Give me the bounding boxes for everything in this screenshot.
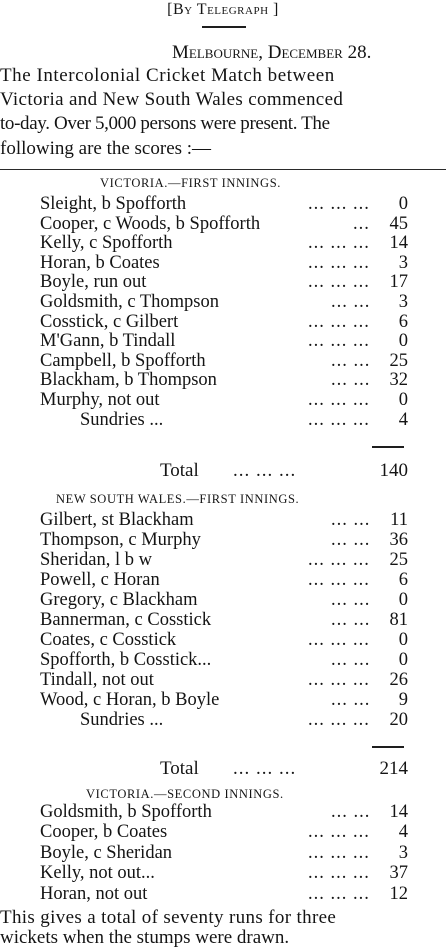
leader-dots: ... ... ... — [308, 710, 370, 730]
batsman-name: Gilbert, st Blackham — [40, 510, 194, 530]
total-value: 140 — [379, 460, 408, 481]
batsman-name: Goldsmith, c Thompson — [40, 292, 220, 312]
batsman-score: 4 — [398, 409, 408, 430]
total-value: 214 — [379, 758, 408, 779]
leader-dots: ... ... ... — [308, 883, 370, 904]
batsman-score: 45 — [389, 213, 408, 234]
batsman-score: 0 — [398, 331, 408, 352]
batsman-name: Tindall, not out — [40, 670, 154, 690]
intro-line: The Intercolonial Cricket Match between — [0, 65, 335, 86]
batsman-name: Thompson, c Murphy — [40, 530, 201, 550]
batsman-row — [0, 863, 446, 883]
batsman-name: Cooper, c Woods, b Spofforth — [40, 213, 261, 234]
sundries-label: Sundries ... — [80, 409, 164, 430]
batsman-row — [0, 510, 446, 530]
batsman-name: Boyle, c Sheridan — [40, 842, 173, 863]
leader-dots: ... ... — [331, 530, 371, 550]
batsman-row — [0, 390, 446, 410]
leader-dots: ... ... — [331, 590, 371, 610]
batsman-name: Wood, c Horan, b Boyle — [40, 690, 220, 710]
sundries-label: Sundries ... — [80, 710, 164, 730]
leader-dots: ... ... ... — [308, 670, 370, 690]
batsman-row — [0, 370, 446, 390]
batsman-row — [0, 410, 446, 430]
batsman-row — [0, 670, 446, 690]
batsman-score: 25 — [389, 350, 408, 371]
batsman-row — [0, 710, 446, 730]
batsman-row — [0, 802, 446, 822]
batsman-score: 9 — [398, 690, 408, 710]
batsman-name: Spofforth, b Cosstick... — [40, 650, 212, 670]
batsman-name: M'Gann, b Tindall — [40, 331, 176, 352]
sum-rule — [372, 746, 404, 748]
leader-dots: ... ... ... — [308, 233, 370, 254]
batsman-score: 14 — [389, 802, 408, 822]
batsman-score: 0 — [398, 590, 408, 610]
leader-dots: ... ... — [331, 370, 371, 391]
leader-dots: ... — [353, 213, 370, 234]
batsman-score: 37 — [389, 863, 408, 884]
leader-dots: ... ... ... — [308, 570, 370, 590]
batsman-score: 20 — [389, 710, 408, 730]
batsman-score: 3 — [398, 292, 408, 312]
leader-dots: ... ... ... — [308, 863, 370, 884]
leader-dots: ... ... ... — [308, 822, 370, 843]
intro-line: following are the scores :— — [0, 138, 212, 159]
leader-dots: ... ... ... — [308, 550, 370, 570]
batsman-name: Campbell, b Spofforth — [40, 350, 206, 371]
batsman-row — [0, 331, 446, 351]
batsman-row — [0, 610, 446, 630]
leader-dots: ... ... ... — [308, 630, 370, 650]
batsman-name: Kelly, c Spofforth — [40, 233, 173, 254]
batsman-row — [0, 214, 446, 234]
innings-heading: NEW SOUTH WALES.—FIRST INNINGS. — [56, 492, 300, 506]
innings-heading: VICTORIA.—SECOND INNINGS. — [86, 787, 284, 801]
batsman-name: Cooper, b Coates — [40, 822, 168, 843]
batsman-row — [0, 884, 446, 904]
dateline: Melbourne, December 28. — [172, 42, 372, 63]
batsman-row — [0, 550, 446, 570]
batsman-name: Boyle, run out — [40, 272, 147, 293]
total-dots: ... ... ... — [233, 758, 297, 779]
header-rule — [202, 26, 246, 28]
batsman-score: 6 — [398, 570, 408, 590]
batsman-name: Goldsmith, b Spofforth — [40, 802, 212, 822]
leader-dots: ... ... — [331, 350, 371, 371]
leader-dots: ... ... ... — [308, 194, 370, 214]
leader-dots: ... ... ... — [308, 272, 370, 293]
sum-rule — [372, 446, 404, 448]
batsman-row — [0, 253, 446, 273]
section-rule — [0, 169, 446, 170]
batsman-name: Horan, not out — [40, 883, 148, 904]
leader-dots: ... ... — [331, 650, 371, 670]
batsman-row — [0, 351, 446, 371]
leader-dots: ... ... — [331, 690, 371, 710]
leader-dots: ... ... — [331, 802, 371, 822]
batsman-score: 6 — [398, 311, 408, 332]
batsman-name: Powell, c Horan — [40, 570, 160, 590]
total-label: Total — [160, 758, 199, 779]
batsman-row — [0, 312, 446, 332]
closing-line: This gives a total of seventy runs for three — [0, 907, 337, 928]
batsman-score: 0 — [398, 630, 408, 650]
batsman-row — [0, 233, 446, 253]
batsman-row — [0, 590, 446, 610]
batsman-name: Sheridan, l b w — [40, 550, 153, 570]
batsman-row — [0, 194, 446, 214]
batsman-score: 12 — [389, 883, 408, 904]
telegraph-header: [By Telegraph ] — [167, 1, 279, 18]
leader-dots: ... ... ... — [308, 311, 370, 332]
batsman-row — [0, 843, 446, 863]
batsman-name: Cosstick, c Gilbert — [40, 311, 179, 332]
batsman-name: Horan, b Coates — [40, 252, 160, 273]
leader-dots: ... ... ... — [308, 252, 370, 273]
leader-dots: ... ... — [331, 292, 371, 312]
batsman-row — [0, 570, 446, 590]
batsman-row — [0, 530, 446, 550]
batsman-score: 11 — [390, 510, 408, 530]
batsman-score: 4 — [398, 822, 408, 843]
batsman-row — [0, 272, 446, 292]
intro-line: Victoria and New South Wales commenced — [0, 89, 344, 110]
batsman-row — [0, 292, 446, 312]
closing-line: wickets when the stumps were drawn. — [0, 927, 290, 948]
batsman-score: 25 — [389, 550, 408, 570]
batsman-name: Sleight, b Spofforth — [40, 194, 187, 214]
batsman-name: Coates, c Cosstick — [40, 630, 177, 650]
innings-heading: VICTORIA.—FIRST INNINGS. — [100, 176, 281, 190]
batsman-score: 0 — [398, 194, 408, 214]
batsman-name: Murphy, not out — [40, 390, 160, 410]
batsman-score: 17 — [389, 272, 408, 293]
batsman-score: 26 — [389, 670, 408, 690]
leader-dots: ... ... — [331, 510, 371, 530]
leader-dots: ... ... ... — [308, 409, 370, 430]
batsman-row — [0, 630, 446, 650]
leader-dots: ... ... — [331, 610, 371, 630]
batsman-score: 3 — [398, 842, 408, 863]
intro-line: to-day. Over 5,000 persons were present. The — [0, 113, 330, 134]
batsman-score: 81 — [389, 610, 408, 630]
batsman-score: 36 — [389, 530, 408, 550]
batsman-name: Kelly, not out... — [40, 863, 155, 884]
leader-dots: ... ... ... — [308, 390, 370, 410]
leader-dots: ... ... ... — [308, 842, 370, 863]
batsman-row — [0, 690, 446, 710]
total-label: Total — [160, 460, 199, 481]
batsman-row — [0, 650, 446, 670]
total-dots: ... ... ... — [233, 460, 297, 481]
batsman-score: 32 — [389, 370, 408, 391]
batsman-score: 14 — [389, 233, 408, 254]
batsman-name: Bannerman, c Cosstick — [40, 610, 212, 630]
batsman-score: 0 — [398, 390, 408, 410]
batsman-name: Blackham, b Thompson — [40, 370, 217, 391]
leader-dots: ... ... ... — [308, 331, 370, 352]
batsman-score: 0 — [398, 650, 408, 670]
batsman-name: Gregory, c Blackham — [40, 590, 198, 610]
batsman-score: 3 — [398, 252, 408, 273]
batsman-row — [0, 822, 446, 842]
